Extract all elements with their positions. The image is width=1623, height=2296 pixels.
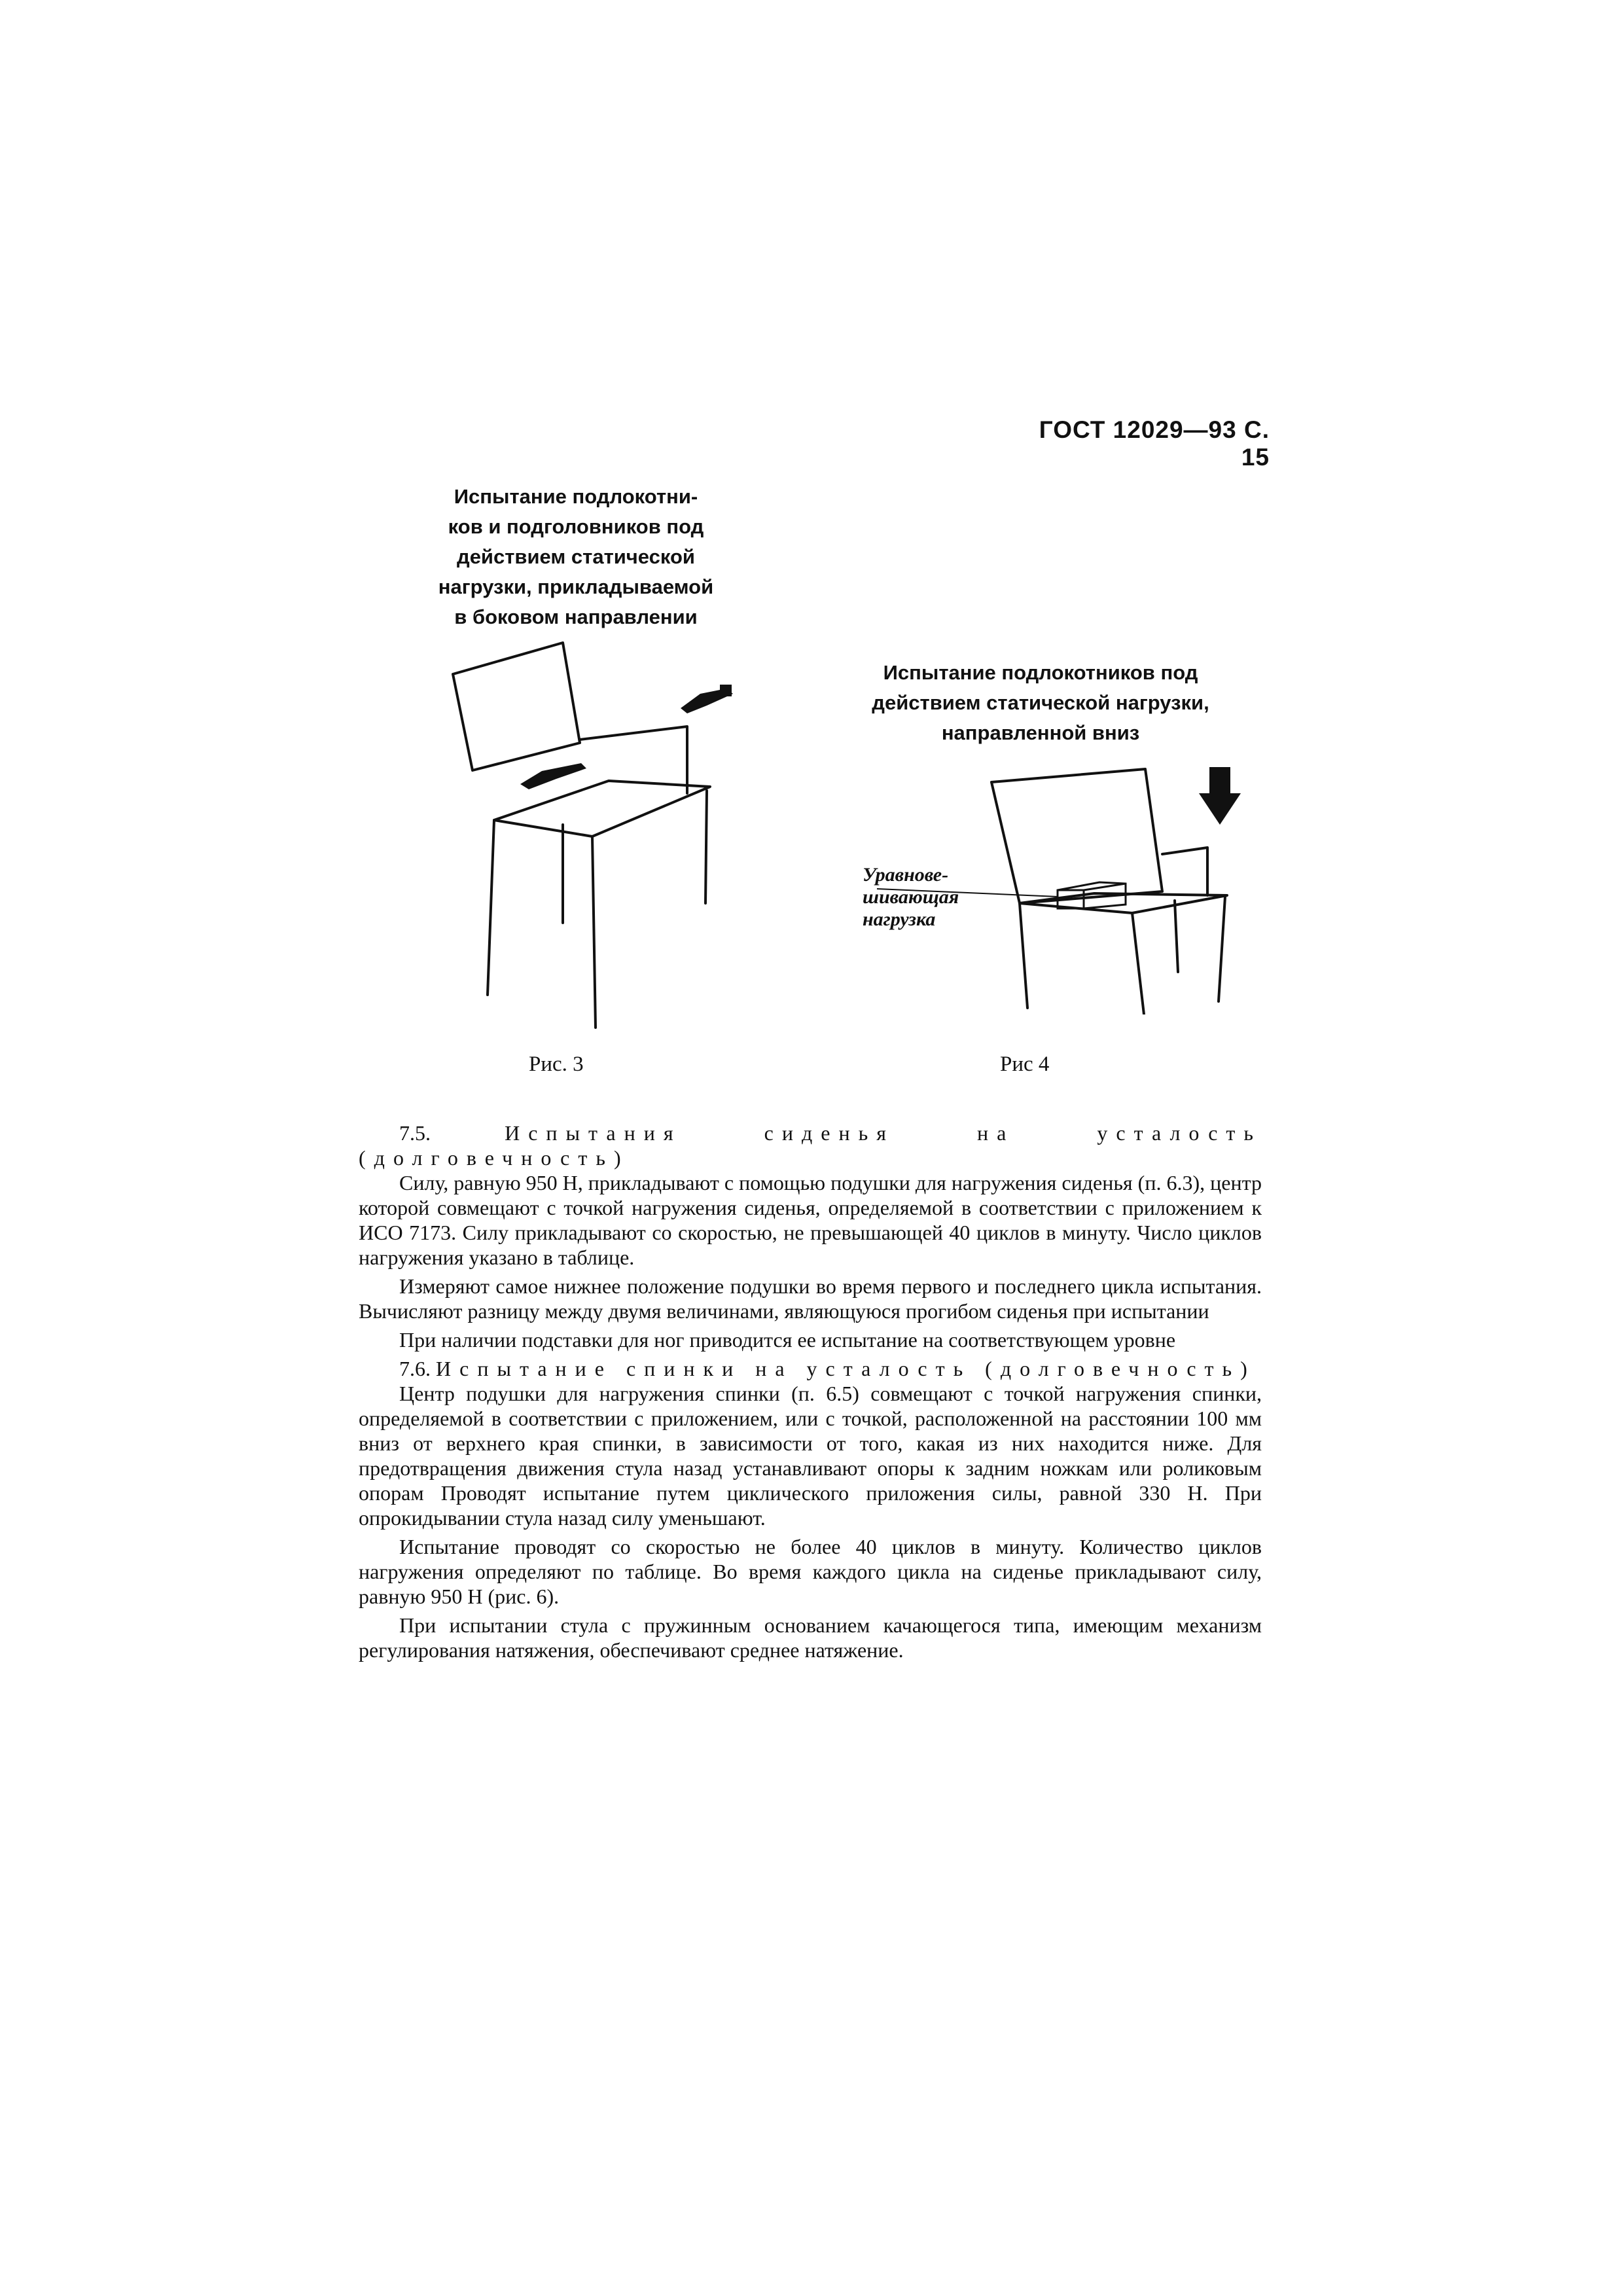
chair-front-leg [1132, 913, 1144, 1014]
caption-line: направленной вниз [941, 721, 1140, 744]
chair-backrest [453, 643, 580, 770]
load-arrow-armrest-icon [520, 763, 586, 789]
caption-line: Испытание подлокотников под [883, 661, 1198, 684]
annotation-line: нагрузка [863, 908, 936, 930]
chair-front-leg [592, 836, 596, 1028]
paragraph: Центр подушки для нагружения спинки (п. 6.5) совмещают с точкой нагружения спинки, определяемой в соответствии с приложением, или с точкой, расположенной на расстоянии 100 мм вниз от верхнего края спинки, в зависимости от того, какая из них находится ниже. Для предотвращения движения стула назад устанавливают опоры к задним ножкам или роликовым опорам Проводят испытание путем циклического приложения силы, равной 330 Н. При опрокидывании стула назад силу уменьшают. [359, 1382, 1262, 1530]
chair-backrest [991, 769, 1162, 903]
chair-front-leg [1020, 903, 1027, 1008]
section-title: Испытания сиденья на усталость (долговечность) [359, 1121, 1262, 1170]
section-number: 7.6. [399, 1357, 431, 1380]
page-header: ГОСТ 12029—93 С. 15 [1039, 416, 1270, 471]
chair-armrest [1162, 848, 1207, 895]
paragraph: Измеряют самое нижнее положение подушки во время первого и последнего цикла испытания. Вычисляют разницу между двумя величинами, являющуюся прогибом сиденья при испытании [359, 1274, 1262, 1323]
paragraph: Испытание проводят со скоростью не более 40 циклов в минуту. Количество циклов нагружения определяют по таблице. Во время каждого цикла на сиденье прикладывают силу, равную 950 Н (рис. 6). [359, 1535, 1262, 1608]
figure-3-caption [419, 482, 733, 632]
chair-rear-leg [705, 791, 707, 903]
caption-line: в боковом направлении [454, 605, 698, 628]
chair-rear-leg [1219, 897, 1225, 1001]
paragraph: При наличии подставки для ног приводится ее испытание на соответствующем уровне [399, 1328, 1176, 1352]
figure-4-caption [838, 658, 1243, 748]
annotation-line: шивающая [863, 886, 959, 908]
caption-line: действием статической [457, 545, 695, 568]
paragraph: При испытании стула с пружинным основанием качающегося типа, имеющим механизм регулирования натяжения, обеспечивают среднее натяжение. [359, 1613, 1262, 1662]
annotation-line: Уравнове- [863, 864, 949, 886]
section-heading-7-6 [359, 1356, 1262, 1381]
caption-line: ков и подголовников под [448, 515, 704, 538]
caption-line: действием статической нагрузки, [872, 691, 1209, 714]
load-arrow-headrest-icon [681, 685, 733, 713]
chair-seat [494, 781, 710, 836]
paragraph: Силу, равную 950 Н, прикладывают с помощью подушки для нагружения сиденья (п. 6.3), центр которой совмещают с точкой нагружения сиденья, определяемой в соответствии с приложением к ИСО 7173. Силу прикладывают со скоростью, не превышающей 40 циклов в минуту. Число циклов нагружения указано в таблице. [359, 1171, 1262, 1269]
chair-front-leg [488, 820, 494, 995]
section-heading-7-5 [359, 1121, 1262, 1170]
downward-load-arrow-icon [1199, 767, 1241, 825]
figure-4-label: Рис 4 [1000, 1052, 1050, 1076]
section-title: Испытание спинки на усталость (долговечность) [436, 1357, 1256, 1380]
figure-4-annotation [863, 864, 959, 931]
section-number: 7.5. [399, 1121, 431, 1145]
chair-rear-leg [1175, 901, 1178, 972]
figure-3-label: Рис. 3 [529, 1052, 584, 1076]
caption-line: нагрузки, прикладываемой [438, 575, 714, 598]
body-text [359, 1121, 1262, 1662]
figure-3-chair-drawing [432, 628, 772, 1047]
caption-line: Испытание подлокотни- [454, 485, 698, 508]
